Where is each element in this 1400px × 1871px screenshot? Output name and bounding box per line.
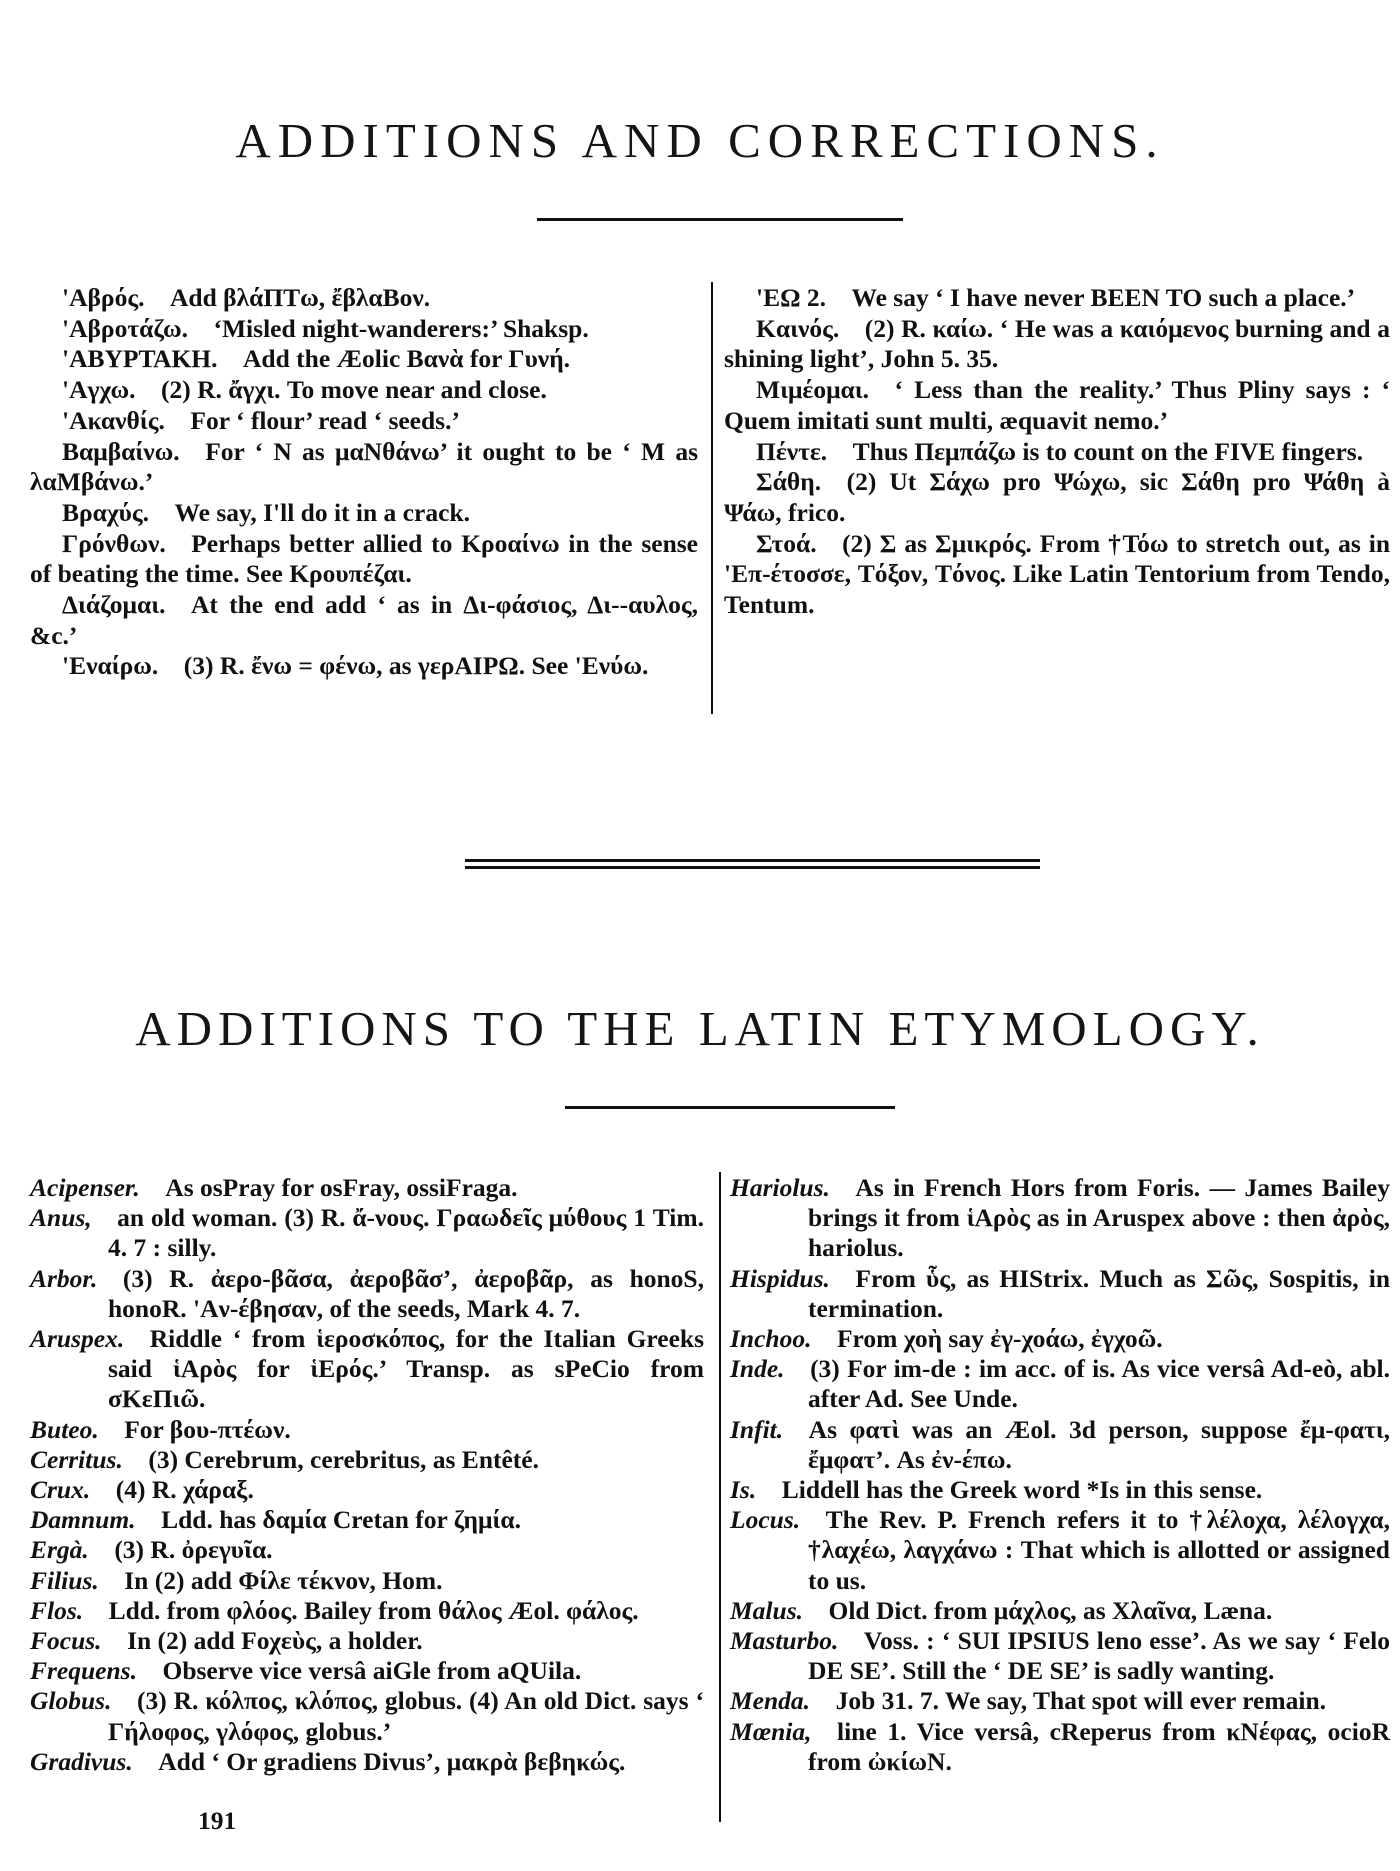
entry [730, 1717, 1390, 1777]
entry-headword: Bαμβαίνω. [62, 436, 180, 466]
entry [30, 529, 698, 590]
entry [30, 1686, 704, 1746]
entry-text: At the end add ‘ as in Δι-φάσιος, Δι--αυλος, &c.’ [30, 590, 698, 650]
entry-headword: Acipenser. [30, 1173, 140, 1202]
entry-headword: Is. [730, 1475, 757, 1505]
entry-headword: 'Aκανθίς. [62, 405, 165, 435]
entry-text: As in French Hors from Foris. — James Bailey brings it from ἱΑρὸς as in Aruspex above : then ἀρὸς, hariolus. [808, 1173, 1390, 1263]
entry-text: For ‘ flour’ read ‘ seeds.’ [190, 405, 460, 435]
entry-text: Add βλάΠΤω, ἔβλαΒον. [169, 283, 431, 312]
entry-text: Add ‘ Or gradiens Divus’, μακρὰ βεβηκώς. [158, 1746, 626, 1776]
entry-text: Ldd. has δαμία Cretan for ζημία. [161, 1505, 521, 1535]
entry-headword: Bραχύς. [62, 497, 150, 527]
entry [724, 314, 1390, 375]
entry [30, 498, 698, 529]
entry [30, 1173, 704, 1203]
entry-headword: Cerritus. [30, 1444, 123, 1474]
entry [30, 1656, 704, 1686]
entry [30, 437, 698, 498]
entry-text: line 1. Vice versâ, cReperus from κΝέφας, ocioR from ὠκίωΝ. [808, 1716, 1390, 1776]
entry [30, 1535, 704, 1565]
entry [30, 283, 698, 314]
entry [30, 1475, 704, 1505]
entry [30, 1505, 704, 1535]
entry [30, 1626, 704, 1656]
title-rule [565, 1106, 895, 1109]
entry-text: (3) R. κόλπος, κλόπος, globus. (4) An old Dict. says ‘ Γήλοφος, γλόφος, globus.’ [108, 1686, 704, 1746]
entry-headword: Buteo. [30, 1414, 99, 1444]
entry-headword: Γρόνθων. [62, 528, 166, 558]
entry-text: ‘Misled night-wanderers:’ Shaksp. [213, 313, 589, 343]
column-divider [719, 1172, 721, 1822]
entry-headword: Frequens. [30, 1656, 137, 1686]
entry [30, 344, 698, 375]
entry-text: For ‘ N as μαΝθάνω’ it ought to be ‘ M as λαΜβάνω.’ [30, 436, 698, 497]
entry-headword: 'ABΥΡΤΑΚΗ. [62, 344, 218, 374]
column-divider [711, 282, 713, 714]
entry-headword: 'Aγχω. [62, 375, 136, 405]
entry-headword: Flos. [30, 1595, 84, 1625]
entry-text: The Rev. P. French refers it to †λέλοχα, λέλογχα, †λαχέω, λαγχάνω : That which is allotted or assigned to us. [808, 1505, 1390, 1595]
entry-headword: Inde. [730, 1354, 785, 1384]
entry-headword: Menda. [730, 1686, 811, 1716]
entry-text: Job 31. 7. We say, That spot will ever remain. [835, 1686, 1327, 1716]
entry [30, 375, 698, 406]
entry-text: (3) R. ὀρεγυῖα. [114, 1535, 273, 1565]
entry [730, 1173, 1390, 1264]
section-title-additions-corrections: ADDITIONS AND CORRECTIONS. [235, 113, 1165, 168]
entry [730, 1324, 1390, 1354]
entry-headword: Hariolus. [730, 1173, 830, 1202]
entry-text: (2) R. καίω. ‘ He was a καιόμενος burning and a shining light’, John 5. 35. [724, 313, 1390, 374]
entry-headword: Διάζομαι. [62, 590, 166, 620]
entry [724, 467, 1390, 528]
entry-text: (2) Ut Σάχω pro Ψώχω, sic Σάθη pro Ψάθη à Ψάω, frico. [724, 467, 1390, 527]
entry [30, 1264, 704, 1324]
entry [730, 1415, 1390, 1475]
entry-text: (3) Cerebrum, cerebritus, as Entêté. [148, 1444, 539, 1474]
entry-text: Thus Πεμπάζω is to count on the FIVE fingers. [852, 436, 1364, 466]
entry [30, 1596, 704, 1626]
entry-headword: Πέντε. [756, 436, 828, 466]
entry-headword: Mœnia, [730, 1716, 812, 1746]
latin-right-column [730, 1173, 1390, 1777]
entry-text: (2) Σ as Σμικρός. From †Τόω to stretch out, as in 'Eπ-έτοσσε, Tόξον, Tόνος. Like Latin Tentorium from Tendo, Tentum. [724, 528, 1390, 620]
entry [730, 1626, 1390, 1686]
entry [30, 590, 698, 651]
entry-headword: Damnum. [30, 1505, 136, 1535]
entry-headword: Aruspex. [30, 1324, 125, 1354]
entry-text: Ldd. from φλόος. Bailey from θάλος Æol. φάλος. [108, 1595, 639, 1625]
corrections-left-column [30, 283, 698, 682]
entry-headword: 'Aβροτάζω. [62, 313, 188, 343]
entry [730, 1505, 1390, 1596]
section-double-rule-bottom [465, 866, 1040, 869]
entry [30, 314, 698, 345]
entry-headword: 'Aβρός. [62, 283, 145, 312]
entry-headword: Crux. [30, 1475, 91, 1505]
entry-text: (3) R. ἀερο-βᾶσα, ἀεροβᾶσ’, ἀεροβᾶρ, as honoS, honoR. 'Aν-έβησαν, of the seeds, Mark 4. 7. [108, 1263, 704, 1323]
entry-text: Voss. : ‘ SUI IPSIUS leno esse’. As we say ‘ Felo DE SE’. Still the ‘ DE SE’ is sadly wanting. [808, 1626, 1390, 1686]
entry-text: In (2) add Fοχεὺς, a holder. [127, 1626, 423, 1656]
entry-text: (3) For im-de : im acc. of is. As vice versâ Ad-eò, abl. after Ad. See Unde. [808, 1354, 1390, 1414]
entry-headword: Σάθη. [756, 467, 822, 497]
entry [724, 529, 1390, 621]
entry-text: Liddell has the Greek word *Is in this sense. [781, 1475, 1263, 1505]
entry [730, 1475, 1390, 1505]
entry-text: Old Dict. from μάχλος, as Xλαῖνα, Læna. [828, 1595, 1273, 1625]
entry-text: We say ‘ I have never BEEN TO such a place.’ [851, 283, 1356, 312]
entry-headword: Globus. [30, 1686, 112, 1716]
entry [724, 375, 1390, 436]
entry-text: Observe vice versâ aiGle from aQUila. [162, 1656, 582, 1686]
entry [30, 1203, 704, 1263]
entry [30, 1415, 704, 1445]
entry [724, 437, 1390, 468]
entry-text: Riddle ‘ from ἱεροσκόπος, for the Italian Greeks said ἱΑρὸς for ἱΕρός.’ Transp. as sPeCio from σΚεΠιῶ. [108, 1324, 704, 1414]
entry-headword: Gradivus. [30, 1746, 133, 1776]
entry-headword: Masturbo. [730, 1626, 839, 1656]
entry [730, 1596, 1390, 1626]
entry [730, 1354, 1390, 1414]
entry-text: (4) R. χάραξ. [115, 1475, 254, 1505]
entry-text: In (2) add Φίλε τέκνον, Hom. [124, 1565, 443, 1595]
entry-text: From ὗς, as HIStrix. Much as Σῶς, Sospitis, in termination. [808, 1263, 1390, 1323]
entry-text: For βου-πτέων. [124, 1414, 291, 1444]
entry-text: ‘ Less than the reality.’ Thus Pliny says : ‘ Quem imitati sunt multi, æquavit nemo.’ [724, 375, 1390, 435]
entry-headword: Hispidus. [730, 1263, 830, 1293]
section-double-rule-top [465, 859, 1040, 862]
entry-headword: Locus. [730, 1505, 801, 1535]
corrections-right-column [724, 283, 1390, 621]
entry-text: As φατὶ was an Æol. 3d person, suppose ἔμ-φατι, ἔμφατ’. As ἐν-έπω. [808, 1414, 1390, 1474]
entry-text: From χοὴ say ἐγ-χοάω, ἐγχοῶ. [836, 1324, 1163, 1354]
entry-text: We say, I'll do it in a crack. [174, 497, 470, 527]
entry [30, 651, 698, 682]
entry-headword: Arbor. [30, 1263, 98, 1293]
entry-headword: Kαινός. [756, 313, 840, 343]
entry-headword: Filius. [30, 1565, 99, 1595]
entry [30, 1566, 704, 1596]
entry-headword: Infit. [730, 1414, 784, 1444]
entry [30, 1747, 704, 1777]
entry-text: (2) R. ἄγχι. To move near and close. [161, 375, 547, 405]
entry-headword: Inchoo. [730, 1324, 812, 1354]
entry [30, 1324, 704, 1415]
title-rule [537, 218, 903, 221]
entry-headword: Στοά. [756, 528, 817, 558]
entry-headword: 'Eναίρω. [62, 651, 159, 681]
entry-text: an old woman. (3) R. ἄ-νους. Γραωδεῖς μύθους 1 Tim. 4. 7 : silly. [108, 1203, 704, 1263]
entry [30, 406, 698, 437]
entry-text: Add the Æolic Bανὰ for Γυνή. [243, 344, 571, 374]
entry-headword: Ergà. [30, 1535, 89, 1565]
section-title-latin-etymology: ADDITIONS TO THE LATIN ETYMOLOGY. [135, 1001, 1265, 1056]
entry-text: (3) R. ἔνω = φένω, as γερΑΙΡΩ. See 'Eνύω. [183, 651, 649, 681]
entry-text: As osPray for osFray, ossiFraga. [165, 1173, 518, 1202]
entry [724, 283, 1390, 314]
entry-text: Perhaps better allied to Kροαίνω in the sense of beating the time. See Kρουπέζαι. [30, 528, 698, 589]
latin-left-column [30, 1173, 704, 1777]
entry-headword: Malus. [730, 1595, 803, 1625]
entry [730, 1264, 1390, 1324]
entry-headword: Anus, [30, 1203, 92, 1233]
entry-headword: Mιμέομαι. [756, 375, 870, 405]
entry [30, 1445, 704, 1475]
entry [730, 1686, 1390, 1716]
entry-headword: Focus. [30, 1626, 102, 1656]
page-number: 191 [198, 1806, 237, 1835]
entry-headword: 'EΩ 2. [756, 283, 827, 312]
